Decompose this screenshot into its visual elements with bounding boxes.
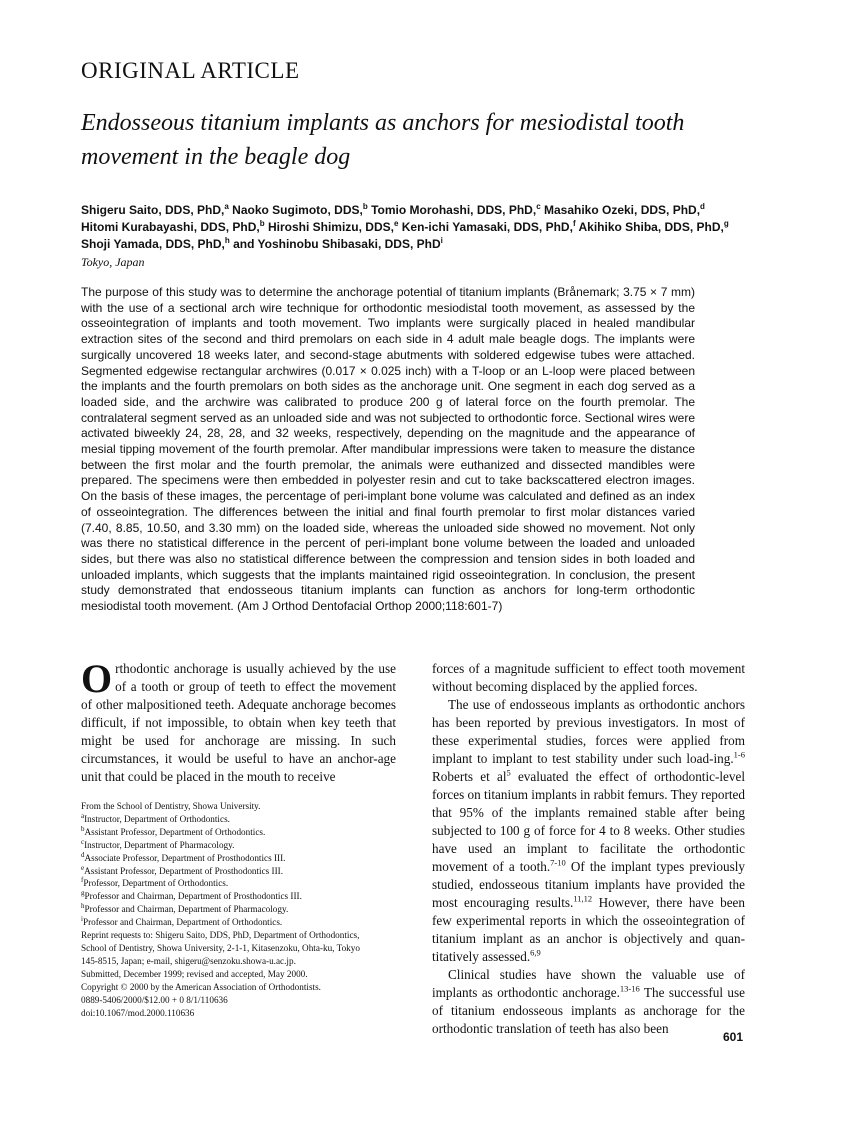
footnote-line	[81, 942, 399, 955]
footnote-mark: d	[81, 850, 85, 859]
citation-ref: 1-6	[733, 749, 745, 760]
abstract: The purpose of this study was to determine the anchorage potential of titanium implants (Brånemark; 3.75 × 7 mm) with the use of a sectional arch wire technique for orthodontic mesiodistal tooth movement, as assessed by the osseointegration of implants and tooth movement. Two implants were surgically placed in healed mandibular extraction sites of the second and third premolars on each side in 4 adult male beagle dogs. The implants were surgically uncovered 18 weeks later, and second-stage abutments with soldered edgewise tubes were attached. Segmented edgewise rectangular archwires (0.017 × 0.025 inch) with a T-loop or an L-loop were placed between the implants and the fourth premolars on both sides as the anchorage unit. One segment in each dog served as a loaded side, and the archwire was calibrated to produce 200 g of lateral force on the fourth premolar. The contralateral segment served as an unloaded side and was not subjected to orthodontic force. Sectional wires were activated biweekly 24, 28, 28, and 32 weeks, respectively, depending on the magnitude and the appearance of mesial tipping movement of the fourth premolar. After mandibular impressions were taken to measure the distance between the first molar and the fourth premolar, the animals were euthanized and dissected mandibles were prepared. The specimens were then embedded in polyester resin and cut to take backscattered electron images. On the basis of these images, the percentage of peri-implant bone volume was calculated and defined as an index of osseointegration. The differences between the initial and final fourth premolar to first molar distances varied (7.40, 8.85, 10.50, and 3.30 mm) on the loaded side, whereas the unloaded side showed no movement. Not only was there no statistical difference in the percent of peri-implant bone volume between the loaded and unloaded sides, but there was also no statistical difference between the compression and tension sides in both loaded and unloaded implants, which suggests that the implants maintained rigid osseointegration. In conclusion, the present study demonstrated that endosseous titanium implants can function as anchors for long-term orthodontic mesiodistal tooth movement. (Am J Orthod Dentofacial Orthop 2000;118:601-7)	[81, 285, 695, 614]
author-name: and Yoshinobu Shibasaki, DDS, PhD	[233, 237, 441, 251]
footnote-mark: h	[81, 902, 85, 911]
footnote-line	[81, 865, 399, 878]
author-location: Tokyo, Japan	[81, 255, 145, 269]
text-run: Clinical studies have shown the valuable use of implants as orthodontic anchorage.	[432, 967, 745, 1000]
author-affiliation-mark: h	[224, 236, 230, 245]
author-name: Akihiko Shiba, DDS, PhD,	[578, 220, 724, 234]
author-name: Shigeru Saito, DDS, PhD,	[81, 203, 225, 217]
footnote-text: Professor, Department of Orthodontics.	[83, 878, 229, 889]
author-affiliation-mark: g	[723, 219, 729, 228]
author-affiliation-mark: f	[572, 219, 576, 228]
text-run: evaluated the effect of orthodontic-level forces on titanium implants in rabbit femurs. They reported that 95% of the implants remained stable after being subjected to 100 g of force for 4 to 8 weeks. Other studies have used an implant to facilitate the orthodontic movement of a tooth.	[432, 769, 745, 874]
article-title: Endosseous titanium implants as anchors for mesiodistal tooth movement in the beagle dog	[81, 110, 685, 170]
author-name: Hiroshi Shimizu, DDS,	[267, 220, 394, 234]
author-name: Masahiko Ozeki, DDS, PhD,	[543, 203, 701, 217]
footnote-text: Professor and Chairman, Department of Orthodontics.	[82, 917, 283, 928]
author-affiliation-mark: e	[393, 219, 399, 228]
footnote-line	[81, 994, 399, 1007]
footnote-line	[81, 981, 399, 994]
footnote-mark: i	[81, 915, 83, 924]
author-name: Hitomi Kurabayashi, DDS, PhD,	[81, 220, 260, 234]
footnote-text: Copyright © 2000 by the American Association of Orthodontists.	[81, 981, 321, 992]
footnote-line	[81, 813, 399, 826]
footnote-line	[81, 852, 399, 865]
author-affiliation-mark: a	[224, 202, 229, 211]
footnote-line	[81, 955, 399, 968]
footnote-text: Professor and Chairman, Department of Prosthodontics III.	[84, 891, 302, 902]
author-name: Ken-ichi Yamasaki, DDS, PhD,	[401, 220, 573, 234]
body-paragraph	[432, 966, 745, 1038]
footnote-line	[81, 903, 399, 916]
footnote-mark: a	[81, 811, 85, 820]
page-number: 601	[723, 1030, 744, 1044]
citation-ref: 5	[506, 767, 511, 778]
footnote-text: 145-8515, Japan; e-mail, shigeru@senzoku.showa-u.ac.jp.	[81, 955, 296, 966]
footnote-text: Reprint requests to: Shigeru Saito, DDS, PhD, Department of Orthodontics,	[81, 930, 360, 941]
text-run: Of the implant types previously studied, endosseous titanium implants have provided the most encouraging results.	[432, 859, 746, 910]
citation-ref: 11,12	[573, 893, 593, 904]
text-run: The successful use of titanium endosseous implants as anchorage for the orthodontic translation of teeth has also been	[432, 985, 746, 1036]
footnote-line	[81, 877, 399, 890]
text-run: Roberts et al	[432, 769, 507, 784]
text-run: The use of endosseous implants as orthodontic anchors has been reported by previous investigators. In most of these experimental studies, forces were applied from implant to implant to test stability under such load-ing.	[432, 697, 745, 766]
author-affiliation-mark: c	[536, 202, 541, 211]
body-column-left	[81, 656, 396, 786]
footnote-text: Instructor, Department of Pharmacology.	[84, 839, 235, 850]
footnote-text: Submitted, December 1999; revised and accepted, May 2000.	[81, 968, 308, 979]
footnote-text: Assistant Professor, Department of Orthodontics.	[84, 826, 266, 837]
citation-ref: 7-10	[550, 857, 566, 868]
footnote-text: Assistant Professor, Department of Prosthodontics III.	[84, 865, 284, 876]
footnote-line	[81, 1007, 399, 1020]
footnote-mark: g	[81, 889, 85, 898]
author-name: Naoko Sugimoto, DDS,	[232, 203, 363, 217]
intro-paragraph	[81, 656, 396, 786]
footnote-mark: c	[81, 837, 85, 846]
footnote-line	[81, 890, 399, 903]
footnote-line	[81, 968, 399, 981]
footnote-text: School of Dentistry, Showa University, 2-1-1, Kitasenzoku, Ohta-ku, Tokyo	[81, 942, 360, 953]
author-affiliation-mark: d	[700, 202, 705, 211]
citation-ref: 13-16	[619, 983, 640, 994]
footnote-mark: e	[81, 863, 85, 872]
body-column-right	[432, 660, 745, 1038]
footnote-line	[81, 826, 399, 839]
author-affiliation-mark: b	[259, 219, 265, 228]
section-heading: ORIGINAL ARTICLE	[81, 58, 300, 83]
author-list	[81, 202, 781, 253]
footnote-mark: b	[81, 824, 85, 833]
footnote-text: From the School of Dentistry, Showa University.	[81, 801, 261, 811]
footnote-line	[81, 929, 399, 942]
drop-cap: O	[81, 656, 113, 701]
body-paragraph	[432, 696, 745, 966]
footnote-line	[81, 839, 399, 852]
footnote-text: doi:10.1067/mod.2000.110636	[81, 1007, 195, 1018]
author-affiliation-mark: b	[362, 202, 368, 211]
body-paragraph: forces of a magnitude sufficient to effect tooth movement without becoming displaced by the applied forces.	[432, 661, 745, 694]
author-affiliation-mark: i	[440, 236, 443, 245]
footnote-line	[81, 800, 399, 813]
text-run: However, there have been few experimental reports in which the osseointegration of titanium implant as an anchor is objectively and quan-titatively assessed.	[432, 895, 745, 964]
footnote-text: Professor and Chairman, Department of Pharmacology.	[84, 904, 289, 915]
citation-ref: 6,9	[530, 947, 541, 958]
author-name: Tomio Morohashi, DDS, PhD,	[371, 203, 537, 217]
intro-text: rthodontic anchorage is usually achieved by the use of a tooth or group of teeth to effect the movement of other malpositioned teeth. Adequate anchorage becomes difficult, if not impossible, to obtain when key teeth that might be used for anchorage are missing. In such circumstances, it would be useful to have an anchor-age unit that could be placed in the mouth to receive	[81, 661, 396, 784]
footnotes	[81, 800, 399, 1019]
footnote-text: Associate Professor, Department of Prosthodontics III.	[84, 852, 286, 863]
footnote-text: 0889-5406/2000/$12.00 + 0 8/1/110636	[81, 994, 228, 1005]
author-name: Shoji Yamada, DDS, PhD,	[81, 237, 225, 251]
footnote-text: Instructor, Department of Orthodontics.	[84, 813, 230, 824]
footnote-mark: f	[81, 876, 84, 885]
footnote-line	[81, 916, 399, 929]
